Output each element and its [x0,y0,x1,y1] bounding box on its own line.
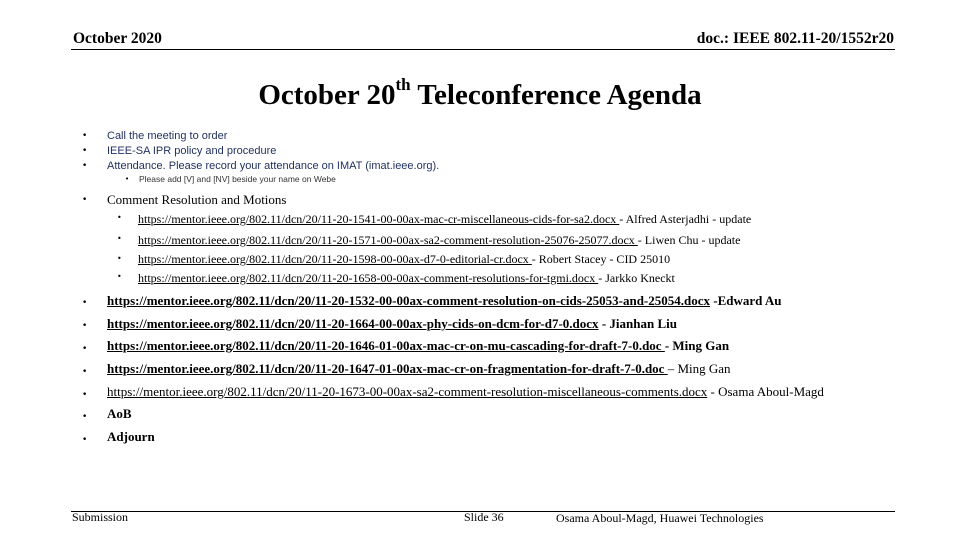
agenda-item-attendance: Attendance. Please record your attendance on IMAT (imat.ieee.org). [107,160,440,172]
document-link[interactable]: https://mentor.ieee.org/802.11/dcn/20/11-20-1532-00-00ax-comment-resolution-on-cids-25053-and-25054.docx [107,293,711,308]
attendance-note: Please add [V] and [NV] beside your name on Webe [139,174,336,184]
page-title [0,75,960,112]
presenter: - Alfred Asterjadhi - update [619,212,752,226]
document-link[interactable]: https://mentor.ieee.org/802.11/dcn/20/11-20-1598-00-00ax-d7-0-editorial-cr.docx [138,252,532,266]
main-item [107,316,677,332]
presenter: - Liwen Chu - update [637,233,741,247]
sub-item [138,252,670,267]
sub-item [138,233,740,248]
bullet-icon: • [82,161,88,171]
bullet-icon: • [125,175,130,183]
title-superscript: th [395,75,411,94]
document-link[interactable]: https://mentor.ieee.org/802.11/dcn/20/11-20-1571-00-00ax-sa2-comment-resolution-25076-25077.docx [138,233,638,247]
presenter: - Robert Stacey - CID 25010 [531,252,671,266]
bullet-icon: • [82,146,88,156]
bullet-icon: • [82,344,88,354]
bullet-icon: • [82,298,88,308]
bullet-icon: • [117,272,122,281]
bullet-icon: • [82,367,88,377]
main-item [107,338,729,354]
document-link[interactable]: https://mentor.ieee.org/802.11/dcn/20/11-20-1664-00-00ax-phy-cids-on-dcm-for-d7-0.docx [107,316,599,331]
presenter: -Edward Au [710,293,782,308]
sub-item [138,212,751,227]
document-link[interactable]: https://mentor.ieee.org/802.11/dcn/20/11-20-1541-00-00ax-mac-cr-miscellaneous-cids-for-sa2.docx [138,212,620,226]
presenter: - Ming Gan [664,338,730,353]
header-divider [71,49,895,50]
footer-author: Osama Aboul-Magd, Huawei Technologies [556,511,764,525]
agenda-item-ipr-policy: IEEE-SA IPR policy and procedure [107,145,277,157]
bullet-icon: • [82,412,88,422]
bullet-icon: • [117,254,122,263]
title-main: October 20 [258,79,396,111]
header-date: October 2020 [73,30,162,47]
main-item [107,384,824,400]
agenda-item-aob: AoB [107,406,132,421]
presenter: - Osama Aboul-Magd [707,384,824,399]
agenda-item-call-to-order: Call the meeting to order [107,130,228,142]
footer-submission: Submission [72,510,129,524]
bullet-icon: • [82,390,88,400]
bullet-icon: • [82,195,88,205]
bullet-icon: • [82,131,88,141]
bullet-icon: • [117,234,122,243]
agenda-item-adjourn: Adjourn [107,429,155,444]
document-link[interactable]: https://mentor.ieee.org/802.11/dcn/20/11-20-1673-00-00ax-sa2-comment-resolution-miscellaneous-comments.docx [107,384,708,399]
bullet-icon: • [82,435,88,445]
section-comment-resolution: Comment Resolution and Motions [107,192,287,207]
main-item [107,361,731,377]
title-rest: Teleconference Agenda [410,79,702,111]
main-item [107,293,782,309]
bullet-icon: • [82,321,88,331]
presenter: - Jianhan Liu [598,316,677,331]
document-link[interactable]: https://mentor.ieee.org/802.11/dcn/20/11-20-1658-00-00ax-comment-resolutions-for-tgmi.docx [138,271,599,285]
presenter: - Jarkko Kneckt [598,271,675,285]
document-link[interactable]: https://mentor.ieee.org/802.11/dcn/20/11-20-1646-01-00ax-mac-cr-on-mu-cascading-for-draft-7-0.doc [107,338,665,353]
presenter: – Ming Gan [667,361,731,376]
document-link[interactable]: https://mentor.ieee.org/802.11/dcn/20/11-20-1647-01-00ax-mac-cr-on-fragmentation-for-draft-7-0.doc [107,361,668,376]
sub-item [138,271,675,286]
footer-slide-number: Slide 36 [464,510,504,524]
header-doc-id: doc.: IEEE 802.11-20/1552r20 [696,30,894,47]
bullet-icon: • [117,213,122,222]
